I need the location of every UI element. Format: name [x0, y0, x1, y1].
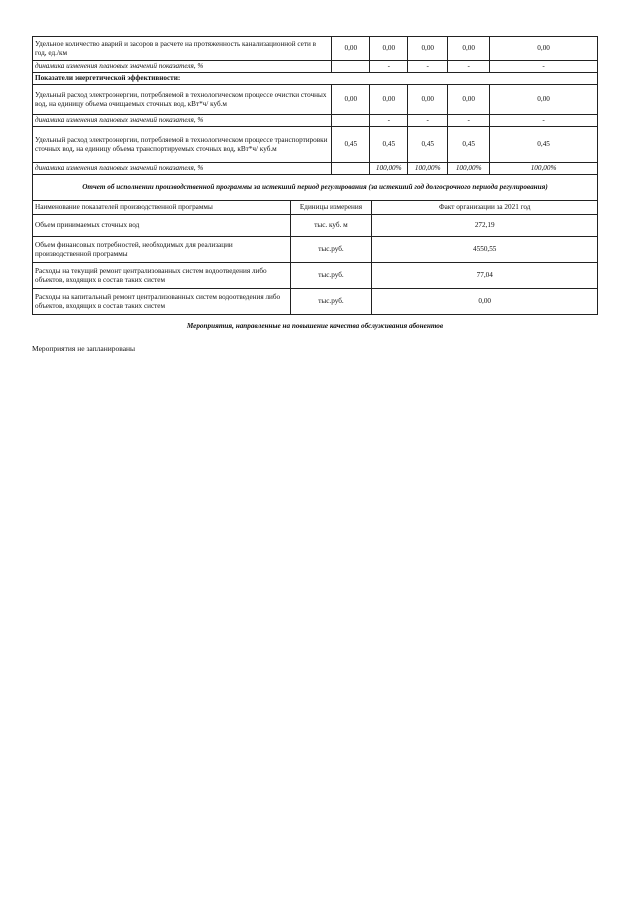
value-cell: 0,00	[370, 37, 408, 61]
value-cell: 0,45	[448, 127, 490, 163]
table-row	[33, 61, 598, 73]
row-label: Удельный расход электроэнергии, потребляемой в технологическом процессе транспортировки сточных вод, на единицу объема транспортируемых сточных вод, кВт*ч/ куб.м	[33, 127, 332, 163]
report-table	[32, 200, 598, 315]
unit-cell: тыс.руб.	[290, 237, 372, 263]
indicator-name: Объем принимаемых сточных вод	[33, 215, 291, 237]
table-row	[33, 115, 598, 127]
row-label: Удельное количество аварий и засоров в расчете на протяженность канализационной сети в год, ед./км	[33, 37, 332, 61]
table-row	[33, 175, 598, 201]
unit-cell: тыс.руб.	[290, 263, 372, 289]
value-cell: 100,00%	[370, 163, 408, 175]
value-cell: 100,00%	[448, 163, 490, 175]
value-cell: 0,00	[370, 85, 408, 115]
unit-cell: тыс. куб. м	[290, 215, 372, 237]
column-header: Наименование показателей производственной программы	[33, 201, 291, 215]
row-label: динамика изменения плановых значений показателя, %	[33, 61, 332, 73]
column-header: Единицы измерения	[290, 201, 372, 215]
value-cell: -	[448, 115, 490, 127]
value-cell: 77,04	[372, 263, 598, 289]
table-row	[33, 163, 598, 175]
table-row	[33, 215, 598, 237]
value-cell: 0,00	[332, 85, 370, 115]
value-cell: 0,45	[490, 127, 598, 163]
table-row	[33, 237, 598, 263]
value-cell: 100,00%	[408, 163, 448, 175]
unit-cell: тыс.руб.	[290, 289, 372, 315]
table-row	[33, 127, 598, 163]
row-label: динамика изменения плановых значений показателя, %	[33, 115, 332, 127]
value-cell: -	[408, 61, 448, 73]
section-heading: Показатели энергетической эффективности:	[33, 73, 598, 85]
value-cell: -	[370, 61, 408, 73]
value-cell: -	[448, 61, 490, 73]
value-cell: -	[490, 61, 598, 73]
table-header-row	[33, 201, 598, 215]
indicator-name: Расходы на капитальный ремонт централизованных систем водоотведения либо объектов, входящих в состав таких систем	[33, 289, 291, 315]
measures-heading: Мероприятия, направленные на повышение качества обслуживания абонентов	[186, 322, 444, 330]
table-row	[33, 37, 598, 61]
value-cell: 0,00	[332, 37, 370, 61]
value-cell: -	[408, 115, 448, 127]
value-cell: -	[370, 115, 408, 127]
value-cell: 0,00	[372, 289, 598, 315]
indicator-name: Объем финансовых потребностей, необходимых для реализации производственной программы	[33, 237, 291, 263]
row-label: динамика изменения плановых значений показателя, %	[33, 163, 332, 175]
table-row	[33, 73, 598, 85]
value-cell	[332, 61, 370, 73]
report-caption: Отчет об исполнении производственной программы за истекший период регулирования (за истекший год долгосрочного периода регулирования)	[33, 175, 598, 201]
value-cell: 100,00%	[490, 163, 598, 175]
table-row	[33, 85, 598, 115]
value-cell: 0,00	[408, 37, 448, 61]
value-cell	[332, 163, 370, 175]
value-cell: 0,45	[408, 127, 448, 163]
value-cell: 0,45	[332, 127, 370, 163]
value-cell: 0,45	[370, 127, 408, 163]
row-label: Удельный расход электроэнергии, потребляемой в технологическом процессе очистки сточных вод, на единицу объема очищаемых сточных вод, кВт*ч/ куб.м	[33, 85, 332, 115]
table-row	[33, 289, 598, 315]
value-cell: 0,00	[490, 37, 598, 61]
column-header: Факт организации за 2021 год	[372, 201, 598, 215]
value-cell: 0,00	[448, 85, 490, 115]
value-cell	[332, 115, 370, 127]
value-cell: 4550,55	[372, 237, 598, 263]
value-cell: -	[490, 115, 598, 127]
indicators-table	[32, 36, 598, 201]
table-row	[33, 263, 598, 289]
indicator-name: Расходы на текущий ремонт централизованных систем водоотведения либо объектов, входящих в состав таких систем	[33, 263, 291, 289]
value-cell: 272,19	[372, 215, 598, 237]
value-cell: 0,00	[490, 85, 598, 115]
value-cell: 0,00	[408, 85, 448, 115]
value-cell: 0,00	[448, 37, 490, 61]
measures-text: Мероприятия не запланированы	[32, 344, 136, 353]
